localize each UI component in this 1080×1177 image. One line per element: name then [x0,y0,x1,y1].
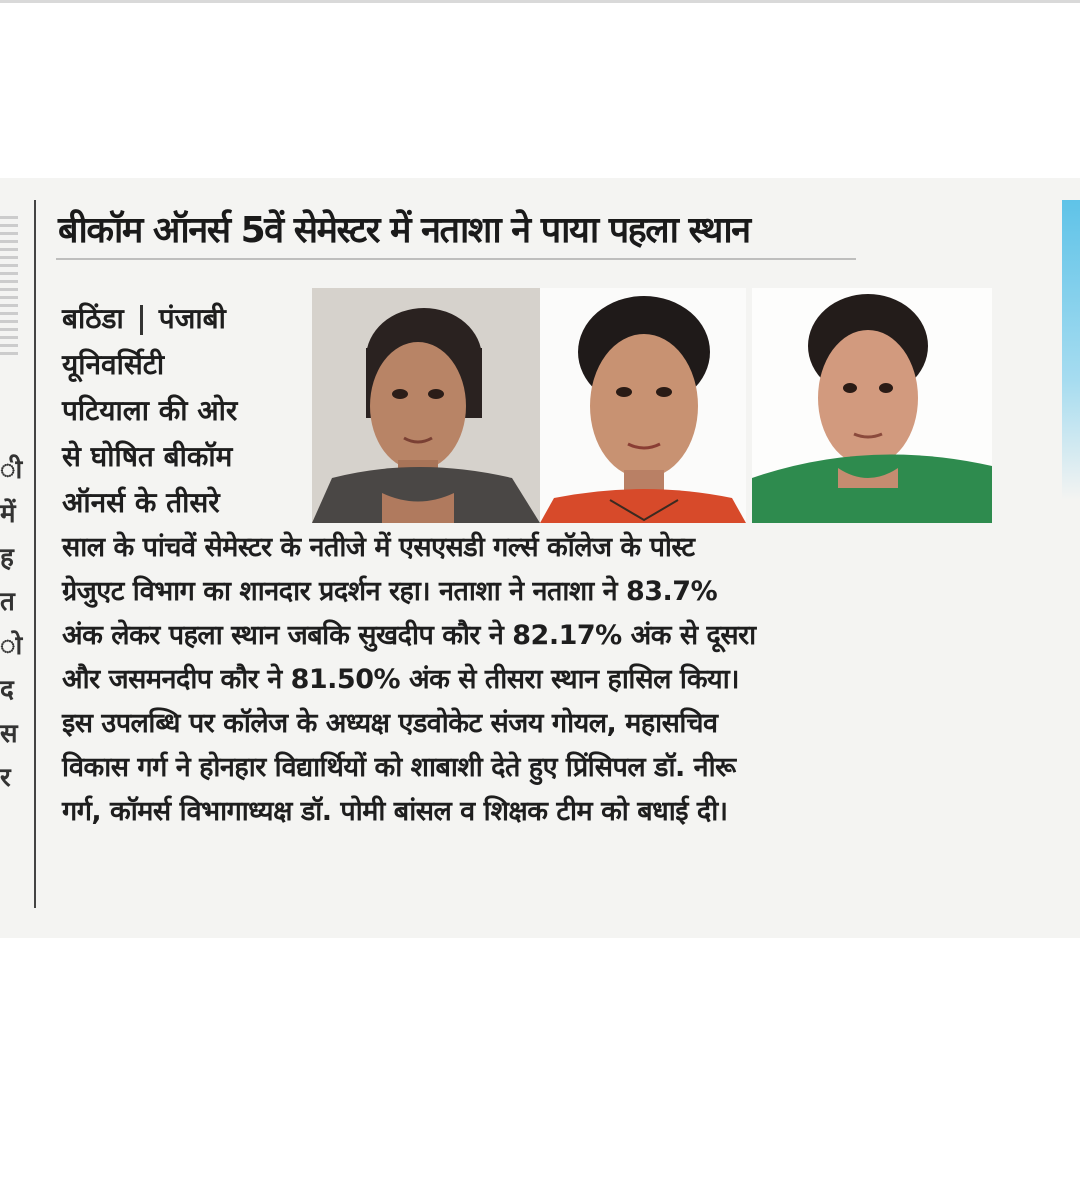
fragment: ह [0,543,14,573]
adjacent-page-edge [1062,200,1080,500]
fragment: में [0,499,16,529]
body-line: और जसमनदीप कौर ने 81.50% अंक से तीसरा स्थान हासिल किया। [62,664,739,695]
body-line: इस उपलब्धि पर कॉलेज के अध्यक्ष एडवोकेट संजय गोयल, महासचिव [62,708,718,739]
article-body [62,526,1022,834]
student-photo-1 [312,288,540,523]
body-line: साल के पांचवें सेमेस्टर के नतीजे में एसएसडी गर्ल्स कॉलेज के पोस्ट [62,532,695,563]
newspaper-clipping [0,178,1080,938]
fragment: ो [0,631,23,661]
headline: बीकॉम ऑनर्स 5वें सेमेस्टर में नताशा ने पाया पहला स्थान [58,210,750,251]
student-photos [312,288,1002,523]
intro-line: यूनिवर्सिटी [62,348,165,381]
headline-underline [56,258,856,260]
portrait-1 [312,288,540,523]
fragment: द [0,675,14,705]
dateline-first-words: पंजाबी [158,302,226,335]
body-line: ग्रेजुएट विभाग का शानदार प्रदर्शन रहा। नताशा ने नताशा ने 83.7% [62,576,718,607]
intro-line: ऑनर्स के तीसरे [62,486,220,519]
student-photo-2 [540,288,746,523]
body-line: अंक लेकर पहला स्थान जबकि सुखदीप कौर ने 82.17% अंक से दूसरा [62,620,756,651]
body-line: गर्ग, कॉमर्स विभागाध्यक्ष डॉ. पोमी बांसल व शिक्षक टीम को बधाई दी। [62,796,728,827]
intro-paragraph [62,296,302,526]
intro-line: पटियाला की ओर [62,394,238,427]
fragment: ी [0,455,23,485]
portrait-3 [752,288,992,523]
intro-line: से घोषित बीकॉम [62,440,233,473]
image-top-border [0,0,1080,3]
dateline-separator [140,305,143,335]
previous-column-text-blur [0,216,18,356]
dateline-place: बठिंडा [62,302,124,335]
fragment: स [0,719,18,749]
fragment: त [0,587,15,617]
column-divider [34,200,36,908]
fragment: र [0,763,11,793]
previous-column-fragments [0,448,30,800]
portrait-2 [540,288,746,523]
dateline [62,296,302,342]
student-photo-3 [752,288,992,523]
body-line: विकास गर्ग ने होनहार विद्यार्थियों को शाबाशी देते हुए प्रिंसिपल डॉ. नीरू [62,752,736,783]
